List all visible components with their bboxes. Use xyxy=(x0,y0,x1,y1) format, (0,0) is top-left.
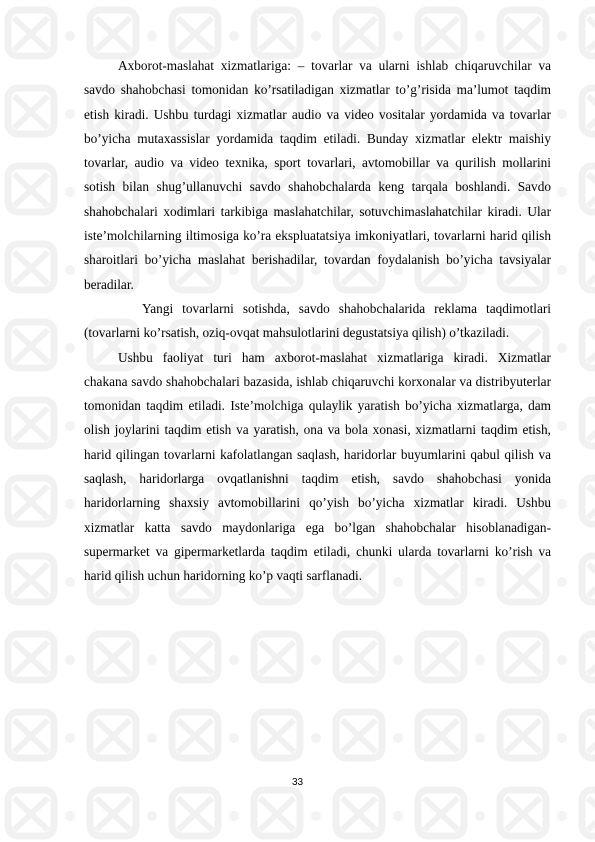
paragraph-activity-type: Ushbu faoliyat turi ham axborot-maslahat xizmatlariga kiradi. Xizmatlar chakana savdo shahobchalari bazasida, ishlab chiqaruvchi korxonalar va distribyuterlar tomonidan taqdim etiladi. Iste’molchiga qulaylik yaratish bo’yicha xizmatlarga, dam olish joylarini taqdim etish va yaratish, ona va bola xonasi, xizmatlarni taqdim etish, harid qilingan tovarlarni kafolatlangan saqlash, haridorlar buyumlarini qabul qilish va saqlash, haridorlarga ovqatlanishni taqdim etish, savdo shahobchasi yonida haridorlarning shaxsiy avtomobillarini qo’yish bo’yicha xizmatlar kiradi. Ushbu xizmatlar katta savdo maydonlariga ega bo’lgan shahobchalar hisoblanadigan-supermarket va gipermarketlarda taqdim etiladi, chunki ularda tovarlarni ko’rish va harid qilish uchun haridorning ko’p vaqti sarflanadi. xyxy=(84,349,551,584)
page-number: 33 xyxy=(291,777,304,788)
paragraph-new-products: Yangi tovarlarni sotishda, savdo shahobchalarida reklama taqdimotlari (tovarlarni ko’rsatish, oziq-ovqat mahsulotlarini degustatsiya qilish) o’tkaziladi. xyxy=(84,300,551,341)
document-body xyxy=(84,54,551,589)
paragraph-info-services: Axborot-maslahat xizmatlariga: – tovarlar va ularni ishlab chiqaruvchilar va savdo shahobchasi tomonidan ko’rsatiladigan xizmatlar to’g’risida ma’lumot taqdim etish kiradi. Ushbu turdagi xizmatlar audio va video vositalar yordamida va tovarlar bo’yicha mutaxassislar yordamida taqdim etiladi. Bunday xizmatlar elektr maishiy tovarlar, audio va video texnika, sport tovarlari, avtomobillar va qurilish mollarini sotish bilan shug’ullanuvchi savdo shahobchalarda keng tarqala boshlandi. Savdo shahobchalari xodimlari tarkibiga maslahatchilar, sotuvchimaslahatchilar kiradi. Ular iste’molchilarning iltimosiga ko’ra ekspluatatsiya imkoniyatlari, tovarlarni harid qilish sharoitlari bo’yicha maslahat berishadilar, tovardan foydalanish bo’yicha tavsiyalar beradilar. xyxy=(84,58,551,292)
